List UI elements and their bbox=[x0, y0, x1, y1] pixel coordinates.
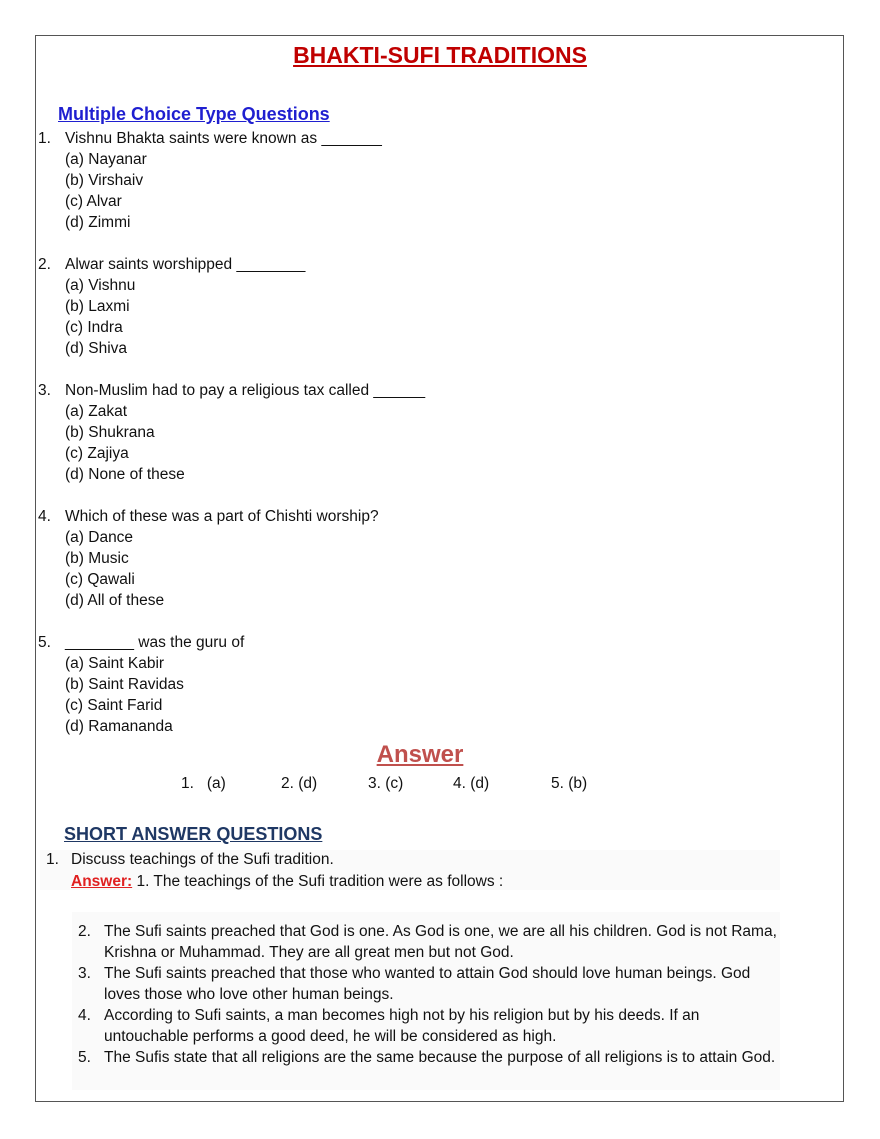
option-a: (a) Zakat bbox=[65, 403, 128, 420]
answer-3: 3. (c) bbox=[368, 775, 404, 792]
option-d: (d) Ramananda bbox=[65, 718, 173, 735]
question-text: Alwar saints worshipped ________ bbox=[65, 256, 306, 273]
answer-heading: Answer bbox=[376, 741, 464, 768]
short-answer-1 bbox=[71, 873, 503, 891]
point-text: The Sufis state that all religions are the same because the purpose of all religions is to attain God. bbox=[104, 1049, 776, 1066]
question-number: 2. bbox=[38, 256, 51, 273]
question-text: Discuss teachings of the Sufi tradition. bbox=[71, 851, 334, 868]
point-number: 2. bbox=[78, 923, 91, 940]
answer-label: Answer: bbox=[71, 873, 133, 890]
point-number: 3. bbox=[78, 965, 91, 982]
point-text: According to Sufi saints, a man becomes high not by his religion but by his deeds. If an untouchable performs a good deed, he will be considered as high. bbox=[104, 1007, 700, 1045]
option-a: (a) Nayanar bbox=[65, 151, 147, 168]
question-number: 3. bbox=[38, 382, 51, 399]
answer-1: 1. (a) bbox=[181, 775, 226, 792]
answer-4: 4. (d) bbox=[453, 775, 490, 792]
question-text: ________ was the guru of bbox=[65, 634, 245, 651]
option-a: (a) Saint Kabir bbox=[65, 655, 165, 672]
answer-5: 5. (b) bbox=[551, 775, 588, 792]
mcq-heading: Multiple Choice Type Questions bbox=[58, 104, 330, 124]
option-c: (c) Zajiya bbox=[65, 445, 129, 462]
option-b: (b) Virshaiv bbox=[65, 172, 144, 189]
question-number: 1. bbox=[46, 851, 59, 868]
question-text: Vishnu Bhakta saints were known as _______ bbox=[65, 130, 382, 147]
option-c: (c) Qawali bbox=[65, 571, 135, 588]
option-a: (a) Dance bbox=[65, 529, 134, 546]
option-d: (d) All of these bbox=[65, 592, 165, 609]
option-c: (c) Indra bbox=[65, 319, 123, 336]
point-number: 5. bbox=[78, 1049, 91, 1066]
answer-2: 2. (d) bbox=[281, 775, 318, 792]
answer-text: 1. The teachings of the Sufi tradition were as follows : bbox=[132, 873, 504, 890]
point-text: The Sufi saints preached that those who wanted to attain God should love human beings. God loves those who love other human beings. bbox=[104, 965, 751, 1003]
question-number: 5. bbox=[38, 634, 51, 651]
point-text: The Sufi saints preached that God is one. As God is one, we are all his children. God is not Rama, Krishna or Muhammad. They are all great men but not God. bbox=[104, 923, 777, 961]
question-text: Which of these was a part of Chishti worship? bbox=[65, 508, 379, 525]
option-b: (b) Shukrana bbox=[65, 424, 155, 441]
option-a: (a) Vishnu bbox=[65, 277, 136, 294]
option-b: (b) Saint Ravidas bbox=[65, 676, 184, 693]
option-b: (b) Music bbox=[65, 550, 129, 567]
option-b: (b) Laxmi bbox=[65, 298, 130, 315]
page-title: BHAKTI-SUFI TRADITIONS bbox=[293, 42, 587, 68]
option-c: (c) Saint Farid bbox=[65, 697, 163, 714]
point-number: 4. bbox=[78, 1007, 91, 1024]
question-number: 4. bbox=[38, 508, 51, 525]
question-text: Non-Muslim had to pay a religious tax called ______ bbox=[65, 382, 426, 399]
question-number: 1. bbox=[38, 130, 51, 147]
option-d: (d) Zimmi bbox=[65, 214, 131, 231]
option-d: (d) Shiva bbox=[65, 340, 128, 357]
option-c: (c) Alvar bbox=[65, 193, 122, 210]
option-d: (d) None of these bbox=[65, 466, 185, 483]
short-answer-heading: SHORT ANSWER QUESTIONS bbox=[64, 824, 323, 844]
